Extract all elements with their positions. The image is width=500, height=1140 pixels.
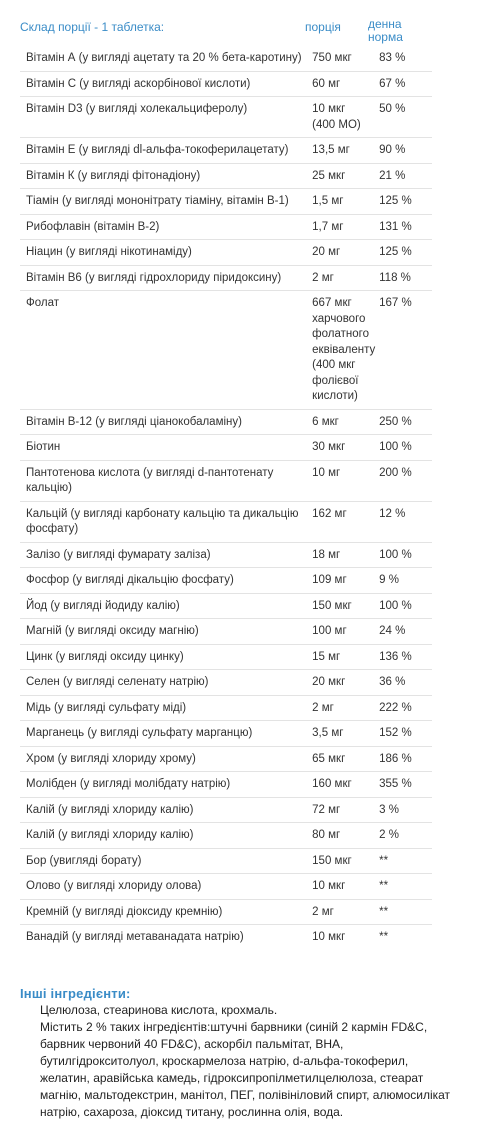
other-ingredients-heading: Інші інгредієнти: — [20, 986, 131, 1001]
nutrient-daily-value: ** — [373, 874, 432, 900]
nutrient-daily-value: 167 % — [373, 291, 432, 410]
nutrient-daily-value: 90 % — [373, 138, 432, 164]
nutrient-amount: 65 мкг — [306, 746, 373, 772]
nutrient-amount: 10 мкг — [306, 925, 373, 950]
nutrient-amount: 18 мг — [306, 542, 373, 568]
nutrient-name: Олово (у вигляді хлориду олова) — [20, 874, 306, 900]
nutrient-amount: 80 мг — [306, 823, 373, 849]
nutrient-daily-value: ** — [373, 899, 432, 925]
table-row — [20, 214, 432, 240]
nutrient-daily-value: 83 % — [379, 52, 406, 64]
nutrient-amount: 2 мг — [306, 899, 373, 925]
nutrient-name: Біотин — [20, 435, 306, 461]
nutrient-name: Йод (у вигляді йодиду калію) — [20, 593, 306, 619]
nutrient-daily-value: 12 % — [373, 501, 432, 542]
nutrient-amount: 10 мг — [306, 460, 373, 501]
nutrient-table-body — [20, 46, 432, 950]
nutrient-name: Кремній (у вигляді діоксиду кремнію) — [20, 899, 306, 925]
table-row — [20, 721, 432, 747]
nutrient-daily-value: 100 % — [373, 542, 432, 568]
nutrient-daily-value: 2 % — [373, 823, 432, 849]
other-ingredients-line-2: Містить 2 % таких інгредієнтів:штучні барвники (синій 2 кармін FD&C, барвник червоний 40 FD&C), аскорбіл пальмітат, ВНА, бутилгідрокситолуол, кроскармелоза натрію, d-альфа-токоферил, желатин, аравійська камедь, гідроксипропілметилцелюлоза, стеарат магнію, мальтодекстрин, манітол, ПЕГ, полівініловий спирт, алюмосилікат натрію, сахароза, діоксид титану, рослинна олія, вода. — [40, 1020, 451, 1119]
nutrient-daily-value: 24 % — [373, 619, 432, 645]
table-row — [20, 71, 432, 97]
table-row — [20, 797, 432, 823]
nutrient-name: Бор (увигляді борату) — [20, 848, 306, 874]
nutrient-daily-value: 36 % — [373, 670, 432, 696]
table-row — [20, 848, 432, 874]
serving-size-heading: Склад порції - 1 таблетка: — [20, 20, 165, 34]
nutrient-name: Калій (у вигляді хлориду калію) — [20, 823, 306, 849]
table-row — [20, 163, 432, 189]
nutrient-name: Кальцій (у вигляді карбонату кальцію та дикальцію фосфату) — [20, 501, 306, 542]
nutrient-amount: 1,7 мг — [306, 214, 373, 240]
table-row — [20, 189, 432, 215]
nutrient-name: Молібден (у вигляді молібдату натрію) — [20, 772, 306, 798]
table-row — [20, 138, 432, 164]
nutrient-name: Вітамін Е (у вигляді dl-альфа-токоферилацетату) — [20, 138, 306, 164]
nutrient-amount: 109 мг — [306, 568, 373, 594]
table-header — [0, 18, 500, 48]
nutrient-daily-value: 355 % — [373, 772, 432, 798]
table-row — [20, 772, 432, 798]
nutrient-name: Мідь (у вигляді сульфату міді) — [20, 695, 306, 721]
nutrient-name: Ніацин (у вигляді нікотинаміду) — [20, 240, 306, 266]
nutrient-daily-value: 186 % — [373, 746, 432, 772]
table-row — [20, 265, 432, 291]
table-row — [20, 409, 432, 435]
nutrient-name: Фосфор (у вигляді дікальцію фосфату) — [20, 568, 306, 594]
nutrient-name: Рибофлавін (вітамін В-2) — [20, 214, 306, 240]
table-row — [20, 670, 432, 696]
nutrient-daily-value: 222 % — [373, 695, 432, 721]
table-row — [20, 695, 432, 721]
table-row — [20, 460, 432, 501]
nutrient-daily-value: ** — [373, 925, 432, 950]
nutrient-name: Селен (у вигляді селенату натрію) — [20, 670, 306, 696]
nutrient-daily-value: ** — [373, 848, 432, 874]
nutrient-amount: 25 мкг — [306, 163, 373, 189]
nutrient-amount: 20 мг — [306, 240, 373, 266]
table-row — [20, 925, 432, 950]
nutrient-daily-value: 136 % — [373, 644, 432, 670]
nutrient-daily-value: 50 % — [373, 97, 432, 138]
nutrient-name: Калій (у вигляді хлориду калію) — [20, 797, 306, 823]
nutrient-amount: 30 мкг — [306, 435, 373, 461]
nutrient-name: Марганець (у вигляді сульфату марганцю) — [20, 721, 306, 747]
table-row — [20, 97, 432, 138]
table-row — [20, 899, 432, 925]
nutrient-name: Вітамін С (у вигляді аскорбінової кислоти) — [20, 71, 306, 97]
table-row — [20, 644, 432, 670]
nutrient-amount: 72 мг — [306, 797, 373, 823]
table-row — [20, 291, 432, 410]
table-row — [20, 46, 432, 71]
table-row — [20, 823, 432, 849]
nutrient-name: Пантотенова кислота (у вигляді d-пантотенату кальцію) — [20, 460, 306, 501]
table-row — [20, 874, 432, 900]
nutrient-daily-value: 100 % — [373, 435, 432, 461]
nutrient-amount: 100 мг — [306, 619, 373, 645]
nutrient-daily-value: 3 % — [373, 797, 432, 823]
nutrient-amount: 1,5 мг — [306, 189, 373, 215]
nutrient-amount: 2 мг — [306, 265, 373, 291]
nutrient-daily-value: 250 % — [373, 409, 432, 435]
nutrient-daily-value: 125 % — [373, 240, 432, 266]
nutrient-daily-value: 21 % — [373, 163, 432, 189]
nutrient-daily-value: 131 % — [373, 214, 432, 240]
table-row — [20, 619, 432, 645]
nutrient-name: Вітамін В6 (у вигляді гідрохлориду піридоксину) — [20, 265, 306, 291]
nutrient-amount: 15 мг — [306, 644, 373, 670]
nutrient-amount: 150 мкг — [306, 848, 373, 874]
table-row — [20, 542, 432, 568]
nutrient-amount: 750 мкг — [312, 52, 352, 64]
nutrient-amount: 3,5 мг — [306, 721, 373, 747]
other-ingredients-line-1: Целюлоза, стеаринова кислота, крохмаль. — [40, 1003, 278, 1017]
nutrient-name: Вітамін К (у вигляді фітонадіону) — [20, 163, 306, 189]
daily-norm-column-heading: денна норма — [368, 17, 403, 44]
nutrient-name: Фолат — [20, 291, 306, 410]
nutrient-name: Магній (у вигляді оксиду магнію) — [20, 619, 306, 645]
nutrient-amount: 162 мг — [306, 501, 373, 542]
nutrient-amount: 2 мг — [306, 695, 373, 721]
nutrient-amount: 13,5 мг — [306, 138, 373, 164]
nutrient-table — [20, 46, 432, 950]
nutrient-daily-value: 9 % — [373, 568, 432, 594]
table-row — [20, 568, 432, 594]
nutrient-name: Цинк (у вигляді оксиду цинку) — [20, 644, 306, 670]
nutrient-name: Тіамін (у вигляді мононітрату тіаміну, вітамін В-1) — [20, 189, 306, 215]
table-row — [20, 435, 432, 461]
nutrient-name: Вітамін А (у вигляді ацетату та 20 % бета-каротину) — [26, 52, 302, 64]
nutrient-daily-value: 125 % — [373, 189, 432, 215]
nutrient-name: Ванадій (у вигляді метаванадата натрію) — [20, 925, 306, 950]
nutrient-amount: 20 мкг — [306, 670, 373, 696]
nutrient-daily-value: 67 % — [373, 71, 432, 97]
nutrient-daily-value: 152 % — [373, 721, 432, 747]
nutrient-amount: 10 мкг — [306, 874, 373, 900]
nutrient-amount: 10 мкг (400 МО) — [306, 97, 373, 138]
nutrient-amount: 60 мг — [306, 71, 373, 97]
table-row — [20, 501, 432, 542]
nutrient-daily-value: 200 % — [373, 460, 432, 501]
nutrient-amount: 667 мкг харчового фолатного еквіваленту (400 мкг фолієвої кислоти) — [306, 291, 373, 410]
nutrient-daily-value: 100 % — [373, 593, 432, 619]
nutrient-amount: 150 мкг — [306, 593, 373, 619]
other-ingredients-text — [40, 1002, 460, 1121]
nutrient-name: Вітамін В-12 (у вигляді ціанокобаламіну) — [20, 409, 306, 435]
nutrient-name: Хром (у вигляді хлориду хрому) — [20, 746, 306, 772]
portion-column-heading: порція — [305, 20, 341, 34]
nutrient-daily-value: 118 % — [373, 265, 432, 291]
table-row — [20, 593, 432, 619]
nutrient-amount: 6 мкг — [306, 409, 373, 435]
nutrient-amount: 160 мкг — [306, 772, 373, 798]
table-row — [20, 746, 432, 772]
nutrient-name: Вітамін D3 (у вигляді холекальциферолу) — [20, 97, 306, 138]
nutrient-name: Залізо (у вигляді фумарату заліза) — [20, 542, 306, 568]
table-row — [20, 240, 432, 266]
